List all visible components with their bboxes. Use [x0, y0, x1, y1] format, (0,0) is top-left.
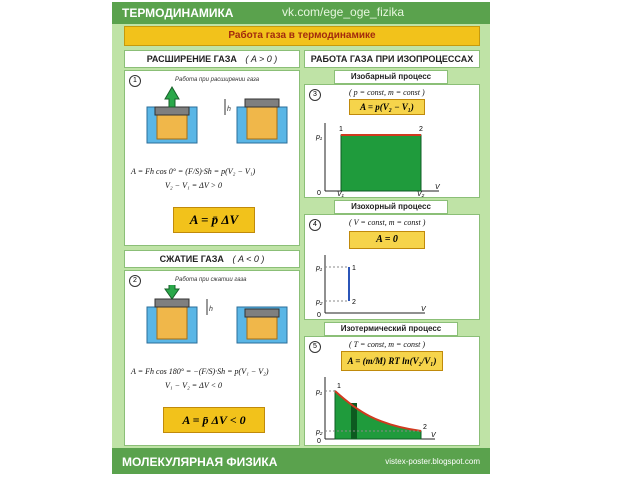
- svg-text:V₂: V₂: [417, 191, 425, 197]
- footer-title: МОЛЕКУЛЯРНАЯ ФИЗИКА: [122, 455, 278, 469]
- svg-text:p₁: p₁: [316, 389, 323, 396]
- svg-text:h: h: [209, 306, 213, 313]
- isothermal-number: 5: [309, 341, 321, 353]
- isothermal-cond: ( T = const, m = const ): [349, 340, 425, 349]
- arrow-down-icon: [165, 285, 179, 299]
- svg-text:V: V: [421, 306, 426, 313]
- svg-text:V₁: V₁: [337, 191, 344, 197]
- compression-result: A = p̄ ΔV < 0: [163, 407, 265, 433]
- svg-text:p₂: p₂: [316, 429, 323, 436]
- svg-text:0: 0: [317, 312, 321, 319]
- expansion-cond: ( A > 0 ): [245, 54, 278, 64]
- expansion-heading: [124, 50, 300, 68]
- isobaric-cond: ( p = const, m = const ): [349, 88, 425, 97]
- gas-left: [157, 115, 187, 139]
- header-strip: [112, 2, 490, 24]
- svg-text:V: V: [431, 432, 436, 439]
- isothermal-label: Изотермический процесс: [324, 322, 458, 336]
- isochoric-label: Изохорный процесс: [334, 200, 448, 214]
- work-area: [341, 135, 421, 191]
- svg-text:V: V: [435, 184, 440, 191]
- isobaric-number: 3: [309, 89, 321, 101]
- svg-text:0: 0: [317, 438, 321, 445]
- footer-strip: [112, 448, 490, 474]
- svg-text:p₁: p₁: [316, 265, 323, 272]
- svg-text:p₂: p₂: [316, 299, 323, 306]
- banner: Работа газа в термодинамике: [124, 26, 480, 46]
- expansion-eq1: A = Fh cos 0° = (F/S)·Sh = p(V₂ − V₁): [131, 167, 256, 176]
- expansion-panel: [124, 70, 300, 246]
- svg-text:p₁: p₁: [316, 134, 323, 141]
- compression-number: 2: [129, 275, 141, 287]
- compression-caption: Работа при сжатии газа: [175, 277, 247, 283]
- isochoric-graph: [305, 251, 479, 319]
- isothermal-panel: [304, 336, 480, 446]
- isoprocess-heading: РАБОТА ГАЗА ПРИ ИЗОПРОЦЕССАХ: [304, 50, 480, 68]
- compression-eq2: V₁ − V₂ = ΔV < 0: [165, 381, 222, 390]
- isothermal-graph: [305, 373, 479, 445]
- expansion-result: A = p̄ ΔV: [173, 207, 255, 233]
- expansion-caption: Работа при расширении газа: [175, 77, 260, 83]
- compression-eq1: A = Fh cos 180° = −(F/S)·Sh = p(V₁ − V₂): [131, 367, 269, 376]
- gas-right: [247, 317, 277, 339]
- isothermal-formula: A = (m/M) RT ln(V₂/V₁): [341, 351, 443, 371]
- compression-cond: ( A < 0 ): [232, 254, 265, 264]
- svg-text:2: 2: [352, 299, 356, 306]
- gas-right: [247, 107, 277, 139]
- piston-left: [155, 107, 189, 115]
- footer-site[interactable]: vistex-poster.blogspot.com: [385, 457, 480, 466]
- arrow-up-icon: [165, 87, 179, 107]
- isobaric-graph: [305, 117, 479, 197]
- piston-right: [245, 99, 279, 107]
- expansion-eq2: V₂ − V₁ = ΔV > 0: [165, 181, 222, 190]
- expansion-number: 1: [129, 75, 141, 87]
- svg-text:2: 2: [419, 126, 423, 133]
- piston-left: [155, 299, 189, 307]
- gas-left: [157, 307, 187, 339]
- header-url[interactable]: vk.com/ege_oge_fizika: [282, 5, 405, 19]
- isobaric-formula: A = p(V₂ − V₁): [349, 99, 425, 115]
- svg-text:1: 1: [337, 383, 341, 390]
- compression-panel: [124, 270, 300, 446]
- expansion-heading-text: РАСШИРЕНИЕ ГАЗА: [146, 54, 237, 64]
- isochoric-number: 4: [309, 219, 321, 231]
- piston-right: [245, 309, 279, 317]
- work-area: [335, 391, 421, 439]
- compression-heading: [124, 250, 300, 268]
- svg-text:h: h: [227, 106, 231, 113]
- compression-heading-text: СЖАТИЕ ГАЗА: [159, 254, 224, 264]
- compression-illustration: [125, 285, 299, 355]
- isobaric-label: Изобарный процесс: [334, 70, 448, 84]
- isochoric-panel: [304, 214, 480, 320]
- isochoric-formula: A = 0: [349, 231, 425, 249]
- svg-text:0: 0: [317, 190, 321, 197]
- header-title: ТЕРМОДИНАМИКА: [122, 6, 234, 20]
- poster: [112, 2, 490, 474]
- expansion-illustration: [125, 85, 299, 155]
- svg-text:1: 1: [352, 265, 356, 272]
- isobaric-panel: [304, 84, 480, 198]
- isochoric-cond: ( V = const, m = const ): [349, 218, 426, 227]
- svg-text:2: 2: [423, 424, 427, 431]
- svg-text:1: 1: [339, 126, 343, 133]
